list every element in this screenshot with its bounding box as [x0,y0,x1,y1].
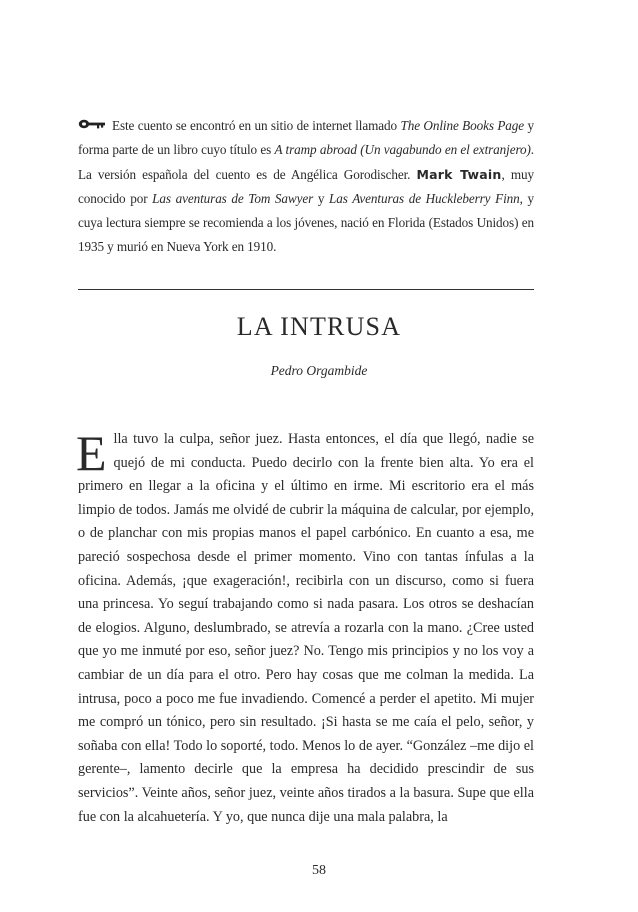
intro-note [78,114,534,260]
story-body [76,425,534,829]
note-site-name: The Online Books Page [400,118,525,133]
note-author-name: Mark Twain [416,166,502,182]
note-work-title: Las aventuras de Tom Sawyer [152,190,314,206]
note-text: , y cuya lectura siempre se recomienda a los jóvenes, nació en Florida (Estados Unidos) en 1935 y murió en Nueva York en 1910. [78,190,534,255]
section-divider [78,289,534,290]
note-lead: Este cuento se encontró en un sitio de internet llamado [112,118,401,133]
note-text: . La versión española del cuento es de Angélica Gorodischer. [78,142,534,182]
page-number: 58 [312,863,326,878]
note-text: y [313,190,329,206]
story-title: LA INTRUSA [236,312,402,341]
key-icon [78,113,106,137]
note-work-title: Las Aventuras de Huckleberry Finn [329,190,520,206]
note-text: , muy conocido por [78,166,534,206]
drop-cap: E [76,425,107,481]
note-book-title: A tramp abroad (Un vagabundo en el extranjero) [274,142,531,158]
story-author: Pedro Orgambide [270,363,368,378]
note-text: y forma parte de un libro cuyo título es [78,118,534,158]
story-text: lla tuvo la culpa, señor juez. Hasta entonces, el día que llegó, nadie se quejó de mi conducta. Puedo decirlo con la frente bien alta. Yo era el primero en llegar a la oficina y el último en irme. Mi escritorio era el más limpio de todos. Jamás me olvidé de cubrir la máquina de calcular, por ejemplo, o de planchar con mis propias manos el papel carbónico. En cuanto a esa, me pareció sospechosa desde el primer momento. Vino con tantas ínfulas a la oficina. Además, ¡que exageración!, recibirla con un discurso, como si fuera una princesa. Yo seguí trabajando como si nada pasara. Los otros se deshacían de elogios. Alguno, deslumbrado, se atrevía a rozarla con la mano. ¿Cree usted que yo me inmuté por eso, señor juez? No. Tengo mis principios y no los voy a cambiar de un día para el otro. Pero hay cosas que me colman la medida. La intrusa, poco a poco me fue invadiendo. Comencé a perder el apetito. Mi mujer me compró un tónico, pero sin resultado. ¡Si hasta se me caía el pelo, señor, y soñaba con ella! Todo lo soporté, todo. Menos lo de ayer. “González –me dijo el gerente–, lamento decirle que la empresa ha decidido prescindir de sus servicios”. Veinte años, señor juez, veinte años tirados a la basura. Supe que ella fue con la alcahuetería. Y yo, que nunca dije una mala palabra, la [78,431,534,825]
